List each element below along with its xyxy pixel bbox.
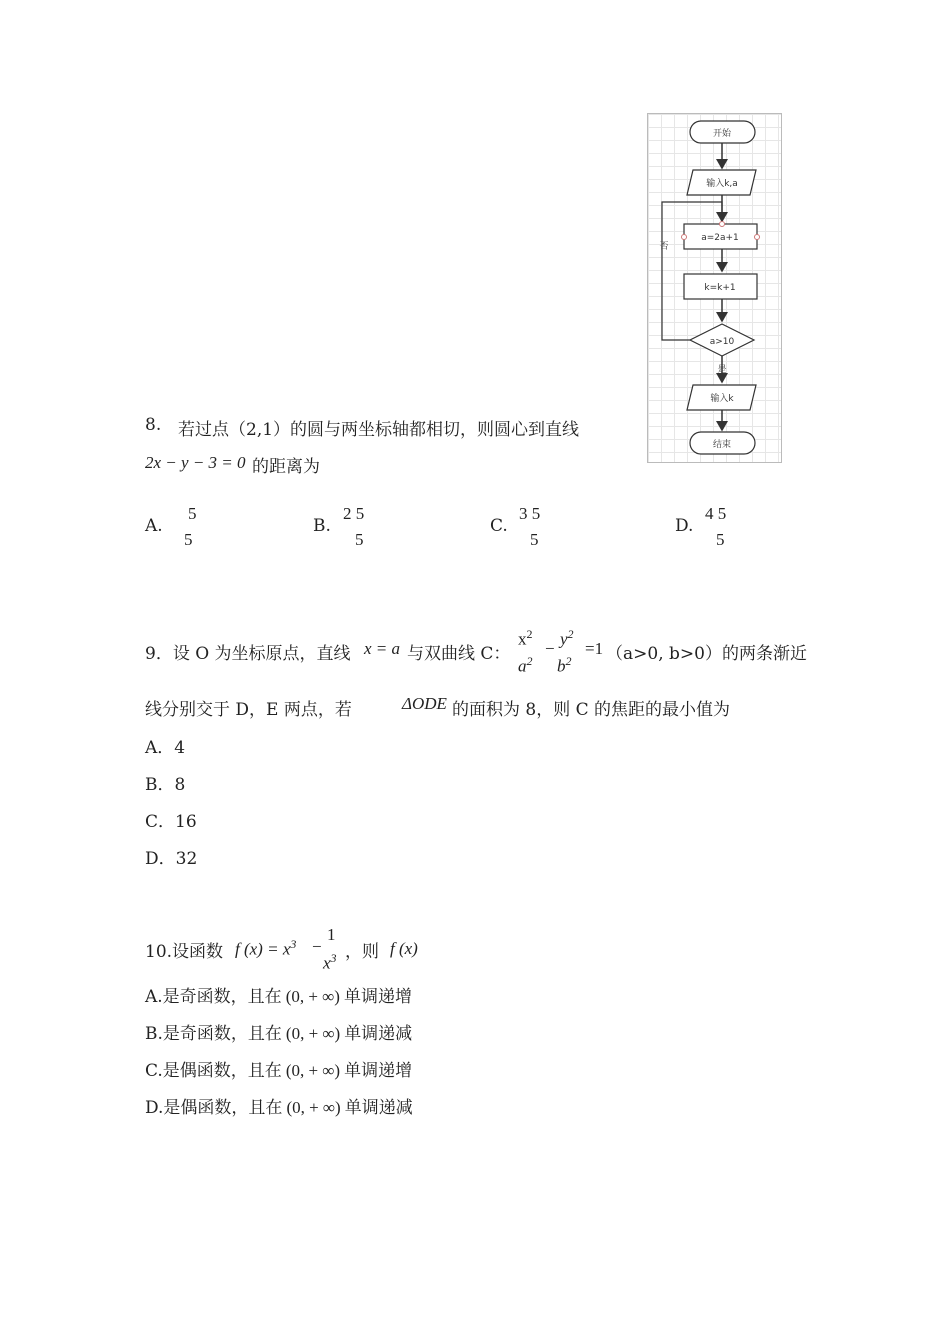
- flowchart-diagram: [648, 114, 781, 462]
- q8-equation: 2x − y − 3 = 0: [145, 453, 246, 472]
- q8-option-b-label: B.: [313, 516, 331, 536]
- q9-frac1-den: $a^2$: [518, 654, 533, 676]
- q8-number: 8.: [145, 415, 162, 435]
- flow-decision-label: a>10: [709, 337, 735, 347]
- flow-step2-label: k=k+1: [704, 283, 736, 293]
- q10-minus: −: [312, 937, 322, 956]
- q9-option-b: B．8: [145, 775, 186, 795]
- flow-output-label: 输入k: [710, 394, 734, 404]
- q9-line-equation: x = a: [364, 639, 401, 658]
- q9-frac2-num: $y^2$: [560, 627, 574, 649]
- q8-text-tail: 的距离为: [252, 457, 320, 477]
- q8-text: 若过点（2,1）的圆与两坐标轴都相切，则圆心到直线: [178, 420, 580, 440]
- q8-option-a-num: 5: [188, 504, 197, 523]
- q9-frac2-den: $b^2$: [557, 654, 572, 676]
- flow-step1-label: a=2a+1: [701, 233, 739, 243]
- q10-function: f $(x) = x^3$: [235, 937, 297, 959]
- q8-option-c-label: C.: [490, 516, 508, 536]
- q10-prefix: 10.设函数: [145, 942, 224, 962]
- q9-condition: （a>0, b>0）的两条渐近: [606, 644, 807, 664]
- q9-option-a: A．4: [145, 738, 186, 758]
- q8-option-a-label: A.: [145, 516, 163, 536]
- q9-equals-one: =1: [585, 639, 604, 658]
- q9-line2-b: 的面积为 8，则 C 的焦距的最小值为: [452, 700, 731, 720]
- q9-minus: −: [545, 639, 555, 658]
- q9-prefix: 9．设 O 为坐标原点，直线: [145, 644, 351, 664]
- q10-then: ，则: [345, 942, 379, 962]
- q9-option-d: D．32: [145, 849, 198, 869]
- q8-option-d-label: D.: [675, 516, 694, 536]
- q8-option-d-den: 5: [716, 530, 725, 549]
- flow-input-label: 输入k,a: [706, 179, 738, 189]
- q10-frac-den: $x^3$: [323, 951, 337, 973]
- q10-option-a: A.是奇函数，且在 (0, + ∞) 单调递增: [145, 987, 412, 1007]
- q10-frac-num: 1: [327, 925, 336, 944]
- flow-no-label: 否: [659, 242, 669, 252]
- q8-option-b-den: 5: [355, 530, 364, 549]
- q8-option-c-den: 5: [530, 530, 539, 549]
- q10-option-b: B.是奇函数，且在 (0, + ∞) 单调递减: [145, 1024, 413, 1044]
- flow-yes-label: 是: [717, 365, 727, 375]
- q9-frac1-num: $x^2$: [518, 627, 533, 649]
- flow-end-label: 结束: [712, 440, 732, 450]
- q10-option-c: C.是偶函数，且在 (0, + ∞) 单调递增: [145, 1061, 413, 1081]
- q8-option-b-num: 2 5: [343, 504, 365, 523]
- q10-option-d: D.是偶函数，且在 (0, + ∞) 单调递减: [145, 1098, 413, 1118]
- q8-option-d-num: 4 5: [705, 504, 727, 523]
- q9-triangle: ΔODE: [402, 694, 447, 713]
- q8-option-a-den: 5: [184, 530, 193, 549]
- flowchart: [647, 113, 782, 463]
- q9-mid-text: 与双曲线 C：: [407, 644, 511, 664]
- q10-function-ref: f (x): [390, 939, 418, 958]
- q9-line2-a: 线分别交于 D，E 两点，若: [145, 700, 352, 720]
- flow-start-label: 开始: [712, 129, 732, 139]
- q9-option-c: C．16: [145, 812, 197, 832]
- q8-option-c-num: 3 5: [519, 504, 541, 523]
